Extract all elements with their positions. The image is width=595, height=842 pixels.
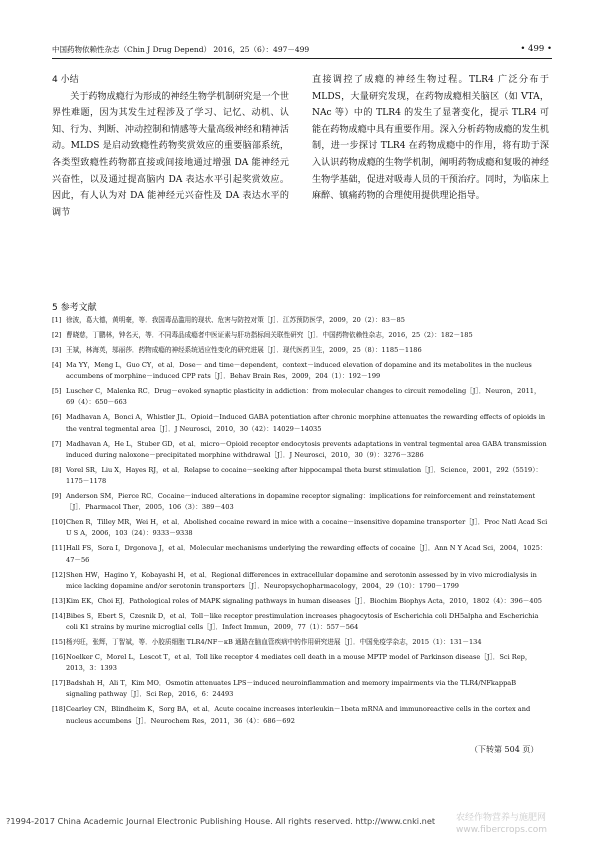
reference-number: [14]	[52, 611, 66, 620]
reference-number: [15]	[52, 638, 66, 647]
reference-text: 王斌，林海英，邬丽莎．药物成瘾的神经系统适应性变化的研究进展［J］．现代医药卫生，2009，25（8）：1185－1186	[66, 346, 422, 354]
section-4-paragraph-part2: 直接调控了成瘾的神经生物过程。TLR4 广泛分布于 MLDS，大量研究发现，在药物成瘾相关脑区（如 VTA，NAc 等）中的 TLR4 的发生了显著变化，提示 TLR4 可能在药物成瘾中具有重要作用。深入分析药物成瘾的发生机制，进一步探讨 TLR4 在药物成瘾中的作用，将有助于深入认识药物成瘾的生物学机制，阐明药物成瘾和复吸的神经生物学基础，促进对吸毒人员的干预治疗。同时，为临床上麻醉、镇痛药物的合理使用提供理论指导。	[312, 75, 549, 202]
reference-item	[52, 637, 548, 648]
reference-number: [2]	[52, 331, 62, 339]
section-4-title: 4 小结	[52, 75, 79, 85]
reference-number: [4]	[52, 361, 62, 369]
reference-item	[52, 570, 548, 592]
reference-number: [7]	[52, 439, 62, 448]
reference-number: [11]	[52, 544, 66, 553]
reference-item	[52, 704, 548, 726]
summary-column-left	[52, 72, 289, 221]
reference-number: [8]	[52, 465, 62, 474]
reference-text: Cearley CN，Blindheim K，Sorg BA，et al．Acute cocaine increases interleukin－1beta mRNA and immunoreactive cells in the cortex and nucleus accumbens［J］．Neurochem Res，2011，36（4）：686－692	[66, 705, 531, 725]
site-watermark: 农经作物营养与施肥网 www.fibercrops.com	[456, 813, 547, 835]
reference-item	[52, 491, 548, 513]
reference-item	[52, 596, 548, 607]
reference-text: Madhavan A，He L，Stuber GD，et al．micro－Opioid receptor endocytosis prevents adaptations in ventral tegmental area GABA transmission induced during naloxone－precipitated morphine withdrawal［J］．J Neurosci，2010，30（9）：3276－3286	[66, 439, 547, 459]
continuation-note: （下转第 504 页）	[470, 745, 539, 754]
reference-number: [1]	[52, 316, 62, 324]
reference-text: Hall FS，Sora I，Drgonova J，et al．Molecular mechanisms underlying the rewarding effects of cocaine［J］．Ann N Y Acad Sci，2004，1025：47－56	[66, 544, 547, 564]
summary-column-right	[312, 72, 549, 205]
reference-number: [16]	[52, 653, 66, 662]
reference-item	[52, 543, 548, 565]
page-footer	[0, 798, 595, 835]
reference-text: 徐波，葛大德，黄明豪，等．我国毒品滥用的现状、危害与防控对策［J］．江苏预防医学，2009，20（2）：83－85	[66, 316, 405, 324]
reference-number: [17]	[52, 679, 66, 688]
header-rule	[52, 58, 552, 59]
reference-text: Chen R，Tilley MR，Wei H，et al．Abolished cocaine reward in mice with a cocaine－insensitive dopamine transporter［J］．Proc Natl Acad Sci U S A，2006，103（24）：9333－9338	[66, 518, 548, 538]
reference-number: [13]	[52, 596, 66, 605]
reference-list	[52, 315, 548, 731]
reference-text: Vorel SR，Liu X，Hayes RJ，et al．Relapse to cocaine－seeking after hippocampal theta burst stimulation［J］．Science，2001，292（5519）：1175－1178	[66, 465, 543, 486]
references-title: 5 参考文献	[52, 303, 97, 313]
reference-text: Madhavan A，Bonci A，Whistler JL．Opioid－Induced GABA potentiation after chronic morphine attenuates the rewarding effects of opioids in the ventral tegmental area［J］．J Neurosci，2010，30（42）：14029－14035	[66, 413, 546, 433]
reference-text: Bibes S，Ebert S，Czesnik D，et al．Toll－like receptor prestimulation increases phagocytosis of Escherichia coli DH5alpha and Escherichia coli K1 strains by murine microglial cells［J］．Infect Immun，2009，77（1）：557－564	[66, 611, 539, 632]
journal-citation: 中国药物依赖性杂志（Chin J Drug Depend） 2016，25（6）：497－499	[52, 45, 310, 54]
reference-text: Luscher C，Malenka RC．Drug－evoked synaptic plasticity in addiction：from molecular changes to circuit remodeling［J］．Neuron，2011，69（4）：650－663	[66, 387, 541, 407]
reference-text: Badshah H，Ali T，Kim MO．Osmotin attenuates LPS－induced neuroinflammation and memory impairments via the TLR4/NFkappaB signaling pathway［J］．Sci Rep，2016，6：24493	[66, 679, 517, 699]
reference-number: [9]	[52, 492, 62, 501]
reference-number: [18]	[52, 705, 66, 714]
reference-item	[52, 517, 548, 539]
reference-number: [10]	[52, 518, 66, 527]
copyright-line: ?1994-2017 China Academic Journal Electronic Publishing House. All rights reserved. http://www.cnki.net	[6, 816, 436, 826]
reference-text: Shen HW，Hagino Y，Kobayashi H，et al．Regional differences in extracellular dopamine and serotonin assessed by in vivo microdialysis in mice lacking dopamine and/or serotonin transporters［J］．Neuropsychopharmacology，2004，29（10）：1790－1799	[66, 570, 537, 590]
running-header	[52, 44, 552, 56]
reference-item	[52, 678, 548, 700]
reference-text: Ma YY，Meng L，Guo CY，et al．Dose－ and time－dependent，context－induced elevation of dopamine and its metabolites in the nucleus accumbens of morphine－induced CPP rats［J］．Behav Brain Res，2009，204（1）：192－199	[66, 361, 532, 381]
reference-item	[52, 386, 548, 408]
reference-text: Anderson SM，Pierce RC．Cocaine－induced alterations in dopamine receptor signaling：implications for reinforcement and reinstatement［J］．Pharmacol Ther，2005，106（3）：389－403	[66, 492, 536, 512]
reference-item	[52, 652, 548, 674]
reference-item	[52, 439, 548, 461]
page-number: • 499 •	[520, 44, 552, 54]
reference-item	[52, 345, 548, 356]
reference-item	[52, 330, 548, 341]
reference-number: [6]	[52, 413, 62, 422]
reference-number: [5]	[52, 387, 62, 396]
section-4-paragraph-part1: 关于药物成瘾行为形成的神经生物学机制研究是一个世界性难题，因为其发生过程涉及了学习、记忆、动机、认知、行为、判断、冲动控制和情感等大量高级神经和精神活动。MLDS 是启动致瘾性药物奖赏效应的重要脑部系统，各类型致瘾性药物都直接或间接地通过增强 DA 能神经元兴奋性，以及通过提高脑内 DA 表达水平引起奖赏效应。因此，有人认为对 DA 能神经元兴奋性及 DA 表达水平的调节	[52, 91, 289, 218]
reference-item	[52, 315, 548, 326]
reference-number: [12]	[52, 570, 66, 579]
reference-item	[52, 465, 548, 487]
reference-item	[52, 412, 548, 434]
reference-item	[52, 360, 548, 382]
reference-item	[52, 611, 548, 633]
reference-text: Noelker C，Morel L，Lescot T，et al．Toll like receptor 4 mediates cell death in a mouse MPTP model of Parkinson disease［J］．Sci Rep，2013，3：1393	[66, 653, 532, 673]
reference-text: 曹晓慈，丁鹏林，钟名天，等．不同毒品成瘾者中医证素与肝功指标间关联性研究［J］．中国药物依赖性杂志，2016，25（2）：182－185	[66, 331, 473, 339]
reference-number: [3]	[52, 346, 62, 354]
reference-text: Kim EK，Choi EJ．Pathological roles of MAPK signaling pathways in human diseases［J］．Biochim Biophys Acta，2010，1802（4）：396－405	[66, 596, 542, 605]
reference-text: 杨兴旺，张辉，丁智斌，等．小胶质细胞 TLR4/NF－κB 通路在脑血管疾病中的作用研究进展［J］．中国免疫学杂志，2015（1）：131－134	[66, 638, 482, 647]
